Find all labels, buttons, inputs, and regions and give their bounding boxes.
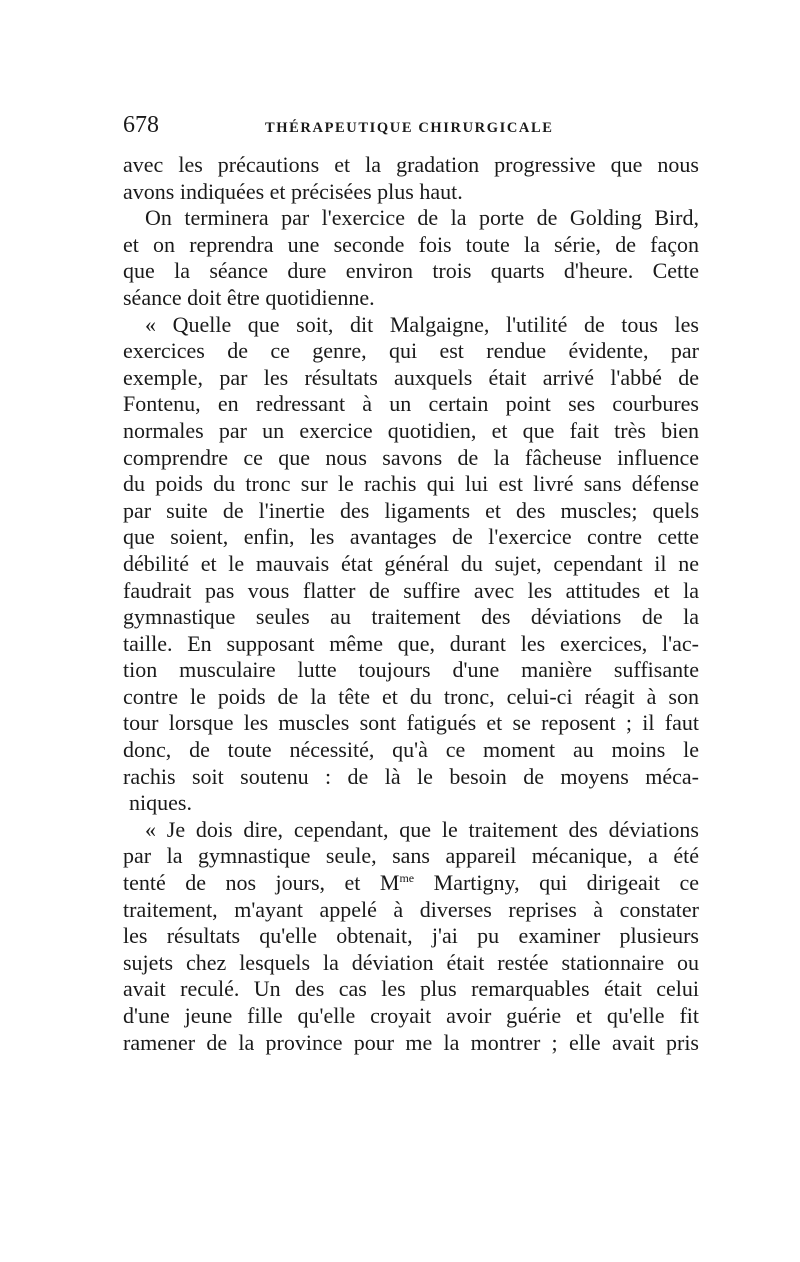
text-line: exercices de ce genre, qui est rendue évidente, par — [123, 338, 699, 364]
text-line: que soient, enfin, les avantages de l'exercice contre cette — [123, 524, 699, 550]
text-line: donc, de toute nécessité, qu'à ce moment au moins le — [123, 737, 699, 763]
text-line: niques. — [129, 790, 192, 816]
text-line-with-superscript — [123, 870, 699, 897]
text-line: par la gymnastique seule, sans appareil mécanique, a été — [123, 843, 699, 869]
text-fragment: tenté de nos jours, et M — [123, 870, 400, 896]
running-title: THÉRAPEUTIQUE CHIRURGICALE — [265, 120, 554, 136]
text-line: faudrait pas vous flatter de suffire avec les attitudes et la — [123, 577, 699, 603]
text-line: d'une jeune fille qu'elle croyait avoir guérie et qu'elle fit — [123, 1003, 699, 1028]
text-line: du poids du tronc sur le rachis qui lui est livré sans défense — [123, 471, 699, 497]
text-line: On terminera par l'exercice de la porte de Golding Bird, — [145, 205, 699, 231]
text-line: avait reculé. Un des cas les plus remarquables était celui — [123, 976, 699, 1002]
text-line: séance doit être quotidienne. — [123, 284, 375, 310]
text-line: ramener de la province pour me la montrer ; elle avait pris — [123, 1029, 699, 1055]
page-number: 678 — [123, 112, 159, 138]
text-line: taille. En supposant même que, durant les exercices, l'ac- — [123, 630, 699, 656]
text-line: que la séance dure environ trois quarts d'heure. Cette — [123, 258, 699, 284]
text-line: tour lorsque les muscles sont fatigués et se reposent ; il faut — [123, 710, 699, 736]
text-line: avons indiquées et précisées plus haut. — [123, 178, 463, 204]
text-line: avec les précautions et la gradation progressive que nous — [123, 152, 699, 177]
text-line: « Je dois dire, cependant, que le traitement des déviations — [145, 816, 699, 842]
text-line: comprendre ce que nous savons de la fâcheuse influence — [123, 444, 699, 470]
text-line: traitement, m'ayant appelé à diverses reprises à constater — [123, 896, 699, 922]
text-line: « Quelle que soit, dit Malgaigne, l'utilité de tous les — [145, 311, 699, 337]
text-line: contre le poids de la tête et du tronc, celui-ci réagit à son — [123, 683, 699, 709]
body-text — [123, 152, 699, 1056]
text-line: normales par un exercice quotidien, et que fait très bien — [123, 417, 699, 443]
text-line: les résultats qu'elle obtenait, j'ai pu examiner plusieurs — [123, 923, 699, 949]
book-page — [123, 112, 699, 1056]
text-line: débilité et le mauvais état général du sujet, cependant il ne — [123, 550, 699, 576]
text-line: tion musculaire lutte toujours d'une manière suffisante — [123, 657, 699, 683]
text-line: rachis soit soutenu : de là le besoin de moyens méca- — [123, 763, 699, 789]
text-line: exemple, par les résultats auxquels était arrivé l'abbé de — [123, 364, 699, 390]
running-head — [123, 112, 699, 146]
text-line: gymnastique seules au traitement des déviations de la — [123, 604, 699, 630]
text-line: par suite de l'inertie des ligaments et des muscles; quels — [123, 497, 699, 523]
text-line: sujets chez lesquels la déviation était restée stationnaire ou — [123, 949, 699, 975]
text-fragment: Martigny, qui dirigeait ce — [414, 870, 699, 896]
text-line: et on reprendra une seconde fois toute la série, de façon — [123, 231, 699, 257]
superscript: me — [399, 871, 415, 886]
text-line: Fontenu, en redressant à un certain point ses courbures — [123, 391, 699, 417]
